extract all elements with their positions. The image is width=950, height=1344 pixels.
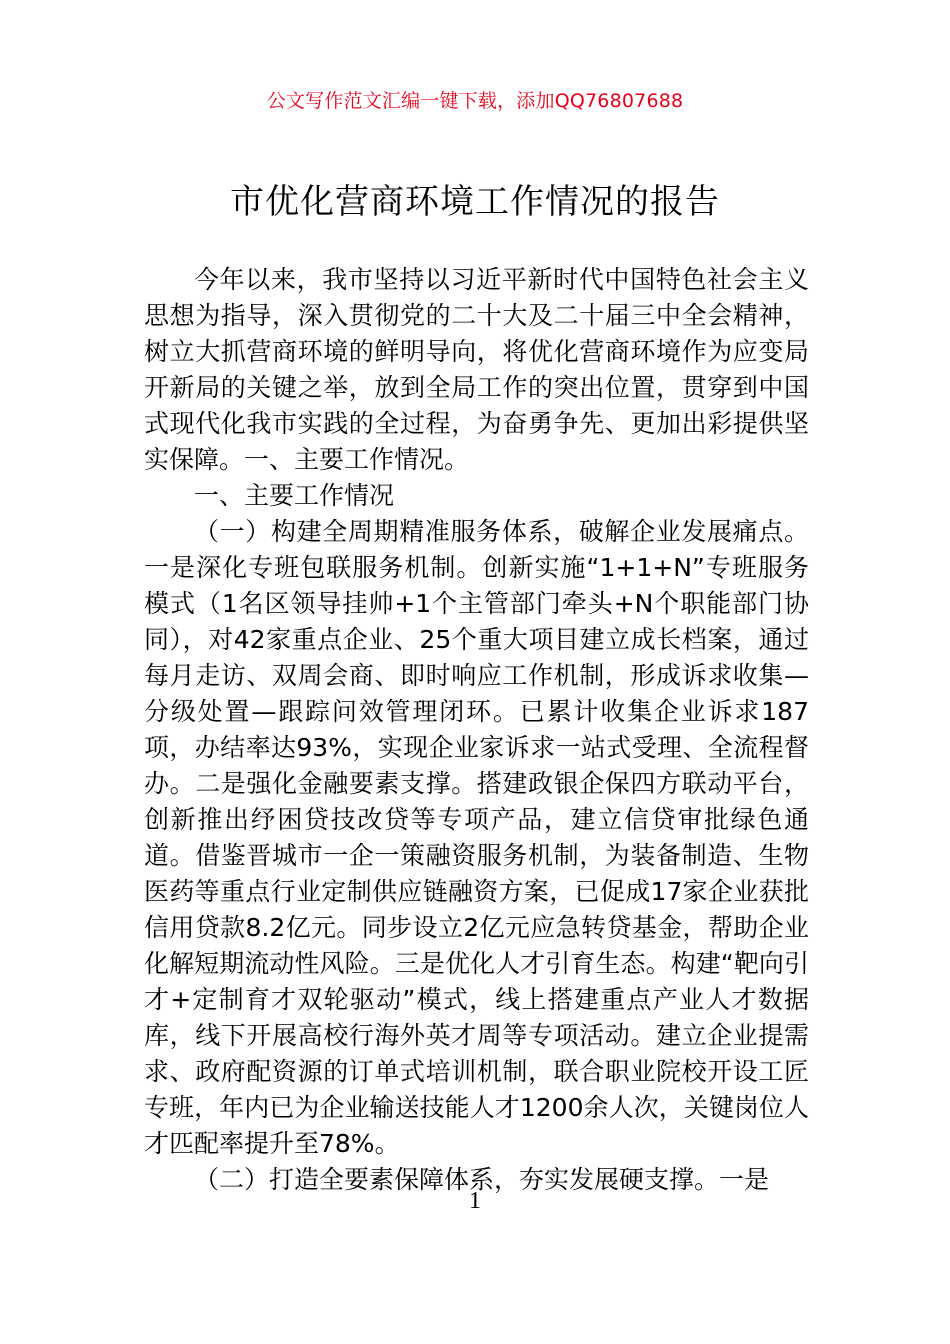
paragraph-section-2: （二）打造全要素保障体系，夯实发展硬支撑。一是 bbox=[194, 1165, 770, 1194]
page-number: 1 bbox=[469, 1188, 481, 1214]
paragraph-section-1: （一）构建全周期精准服务体系，破解企业发展痛点。一是深化专班包联服务机制。创新实施“1+1+N”专班服务模式（1名区领导挂帅+1个主管部门牵头+N个职能部门协同），对42家重点企业、25个重大项目建立成长档案，通过每月走访、双周会商、即时响应工作机制，形成诉求收集—分级处置—跟踪问效管理闭环。已累计收集企业诉求187项，办结率达93%，实现企业家诉求一站式受理、全流程督办。二是强化金融要素支撑。搭建政银企保四方联动平台，创新推出纾困贷技改贷等专项产品，建立信贷审批绿色通道。借鉴晋城市一企一策融资服务机制，为装备制造、生物医药等重点行业定制供应链融资方案，已促成17家企业获批信用贷款8.2亿元。同步设立2亿元应急转贷基金，帮助企业化解短期流动性风险。三是优化人才引育生态。构建“靶向引才+定制育才双轮驱动”模式，线上搭建重点产业人才数据库，线下开展高校行海外英才周等专项活动。建立企业提需求、政府配资源的订单式培训机制，联合职业院校开设工匠专班，年内已为企业输送技能人才1200余人次，关键岗位人才匹配率提升至78%。 bbox=[144, 517, 809, 1158]
document-body bbox=[144, 262, 809, 1198]
document-title: 市优化营商环境工作情况的报告 bbox=[230, 182, 720, 222]
paragraph-intro: 今年以来，我市坚持以习近平新时代中国特色社会主义思想为指导，深入贯彻党的二十大及二十届三中全会精神，树立大抓营商环境的鲜明导向，将优化营商环境作为应变局开新局的关键之举，放到全局工作的突出位置，贯穿到中国式现代化我市实践的全过程，为奋勇争先、更加出彩提供坚实保障。一、主要工作情况。 bbox=[144, 265, 809, 474]
section-heading: 一、主要工作情况 bbox=[194, 481, 395, 510]
download-notice: 公文写作范文汇编一键下载，添加QQ76807688 bbox=[266, 90, 684, 112]
